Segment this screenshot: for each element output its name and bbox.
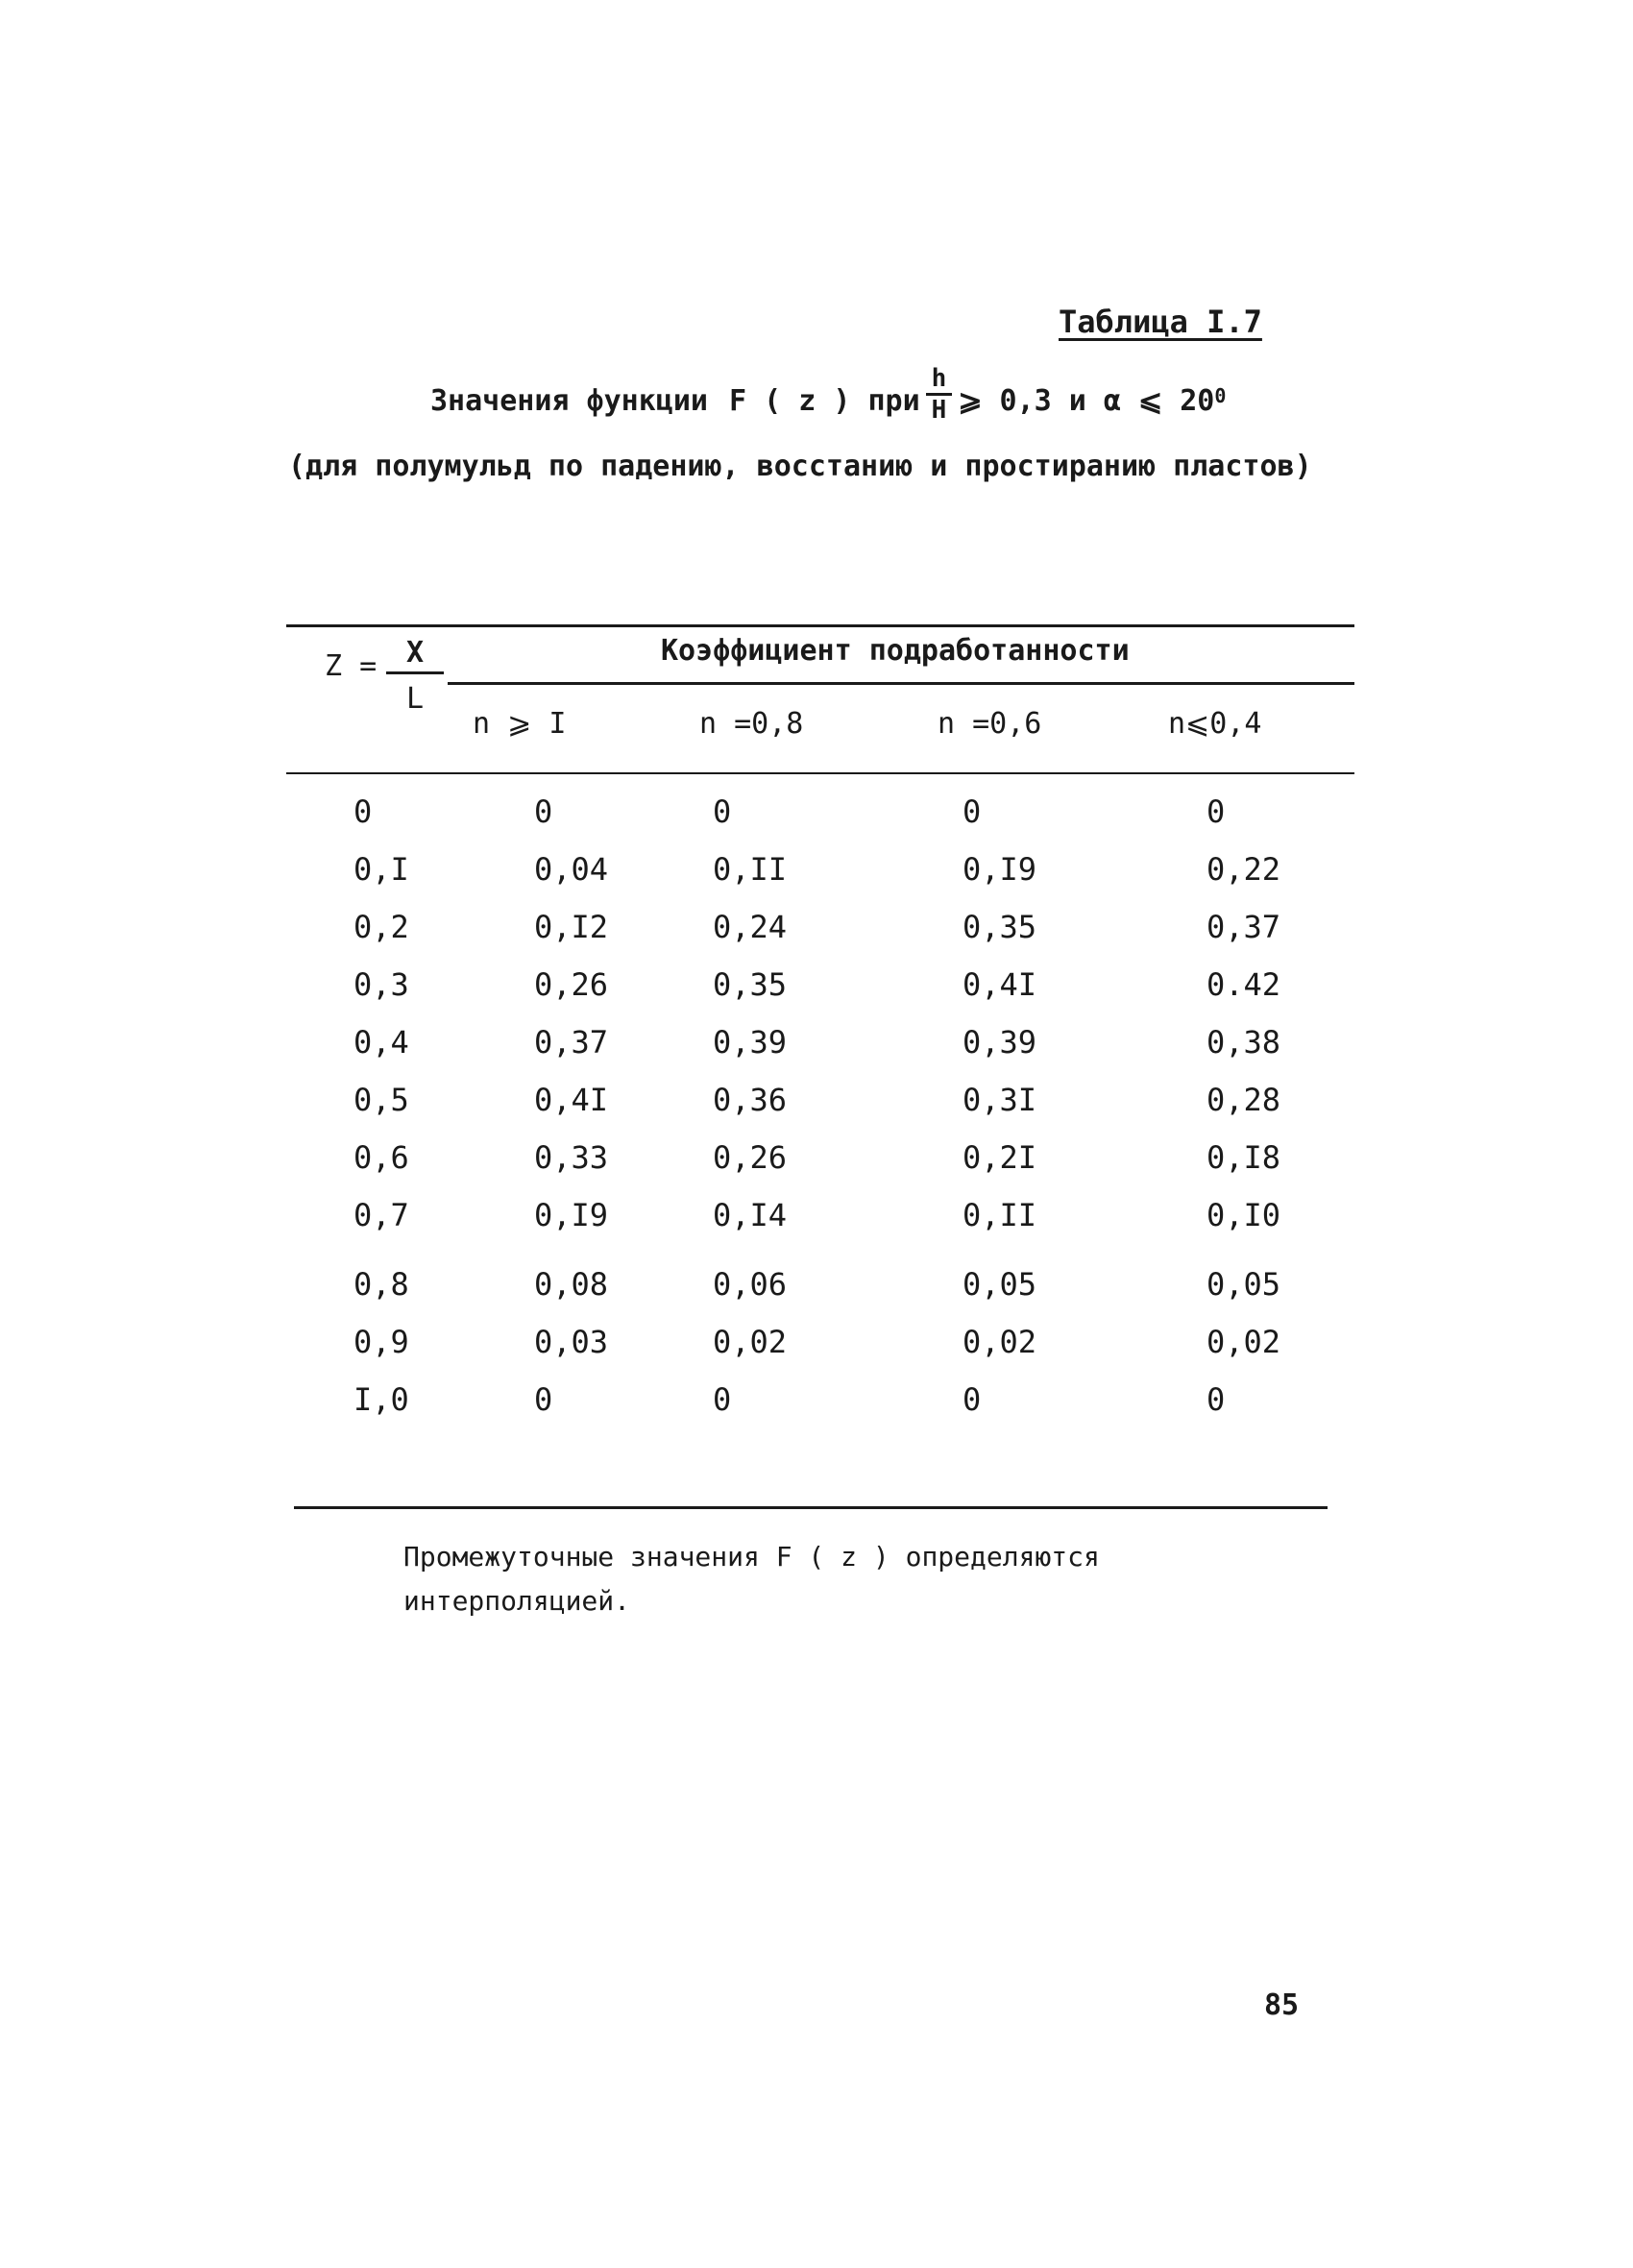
table-cell: 0,06 bbox=[713, 1266, 788, 1303]
table-cell: 0 bbox=[713, 1381, 732, 1418]
table-cell: 0,I9 bbox=[963, 851, 1037, 888]
table-cell: 0,4I bbox=[534, 1082, 609, 1118]
table-cell: 0,04 bbox=[534, 851, 609, 888]
table-cell: 0,39 bbox=[713, 1024, 788, 1061]
title-fraction-denominator: H bbox=[931, 396, 947, 425]
table-cell: 0,I4 bbox=[713, 1197, 788, 1233]
table-cell: 0,I9 bbox=[534, 1197, 609, 1233]
title-condition: ⩾ 0,3 и α ⩽ 20 bbox=[958, 384, 1215, 418]
table-cell: 0 bbox=[963, 1381, 982, 1418]
column-header: n⩽0,4 bbox=[1168, 707, 1262, 741]
title-degree: 0 bbox=[1214, 383, 1227, 407]
z-fraction-numerator: X bbox=[386, 636, 444, 674]
footnote-line2: интерполяцией. bbox=[403, 1585, 631, 1617]
table-cell: 0,3I bbox=[963, 1082, 1037, 1118]
table-cell: 0,38 bbox=[1206, 1024, 1281, 1061]
z-fraction-denominator: L bbox=[405, 682, 425, 716]
z-value-cell: 0,9 bbox=[353, 1324, 409, 1360]
title-fraction bbox=[926, 366, 953, 423]
footnote-line1: Промежуточные значения F ( z ) определяются bbox=[403, 1541, 1100, 1573]
table-cell: 0,28 bbox=[1206, 1082, 1281, 1118]
table-cell: 0,02 bbox=[1206, 1324, 1281, 1360]
table-cell: 0,37 bbox=[1206, 909, 1281, 945]
table-cell: 0,I0 bbox=[1206, 1197, 1281, 1233]
table-cell: 0,I8 bbox=[1206, 1139, 1281, 1176]
table-cell: 0,37 bbox=[534, 1024, 609, 1061]
table-cell: 0,2I bbox=[963, 1139, 1037, 1176]
title-function: F ( z ) при bbox=[728, 384, 920, 418]
table-caption: Таблица I.7 bbox=[1059, 304, 1262, 340]
table-cell: 0,22 bbox=[1206, 851, 1281, 888]
z-value-cell: 0,6 bbox=[353, 1139, 409, 1176]
z-value-cell: 0,5 bbox=[353, 1082, 409, 1118]
header-bottom-rule bbox=[286, 772, 1354, 774]
z-fraction bbox=[386, 636, 444, 716]
table-cell: 0,I2 bbox=[534, 909, 609, 945]
group-header: Коэффициент подработанности bbox=[661, 634, 1130, 668]
z-value-cell: 0,7 bbox=[353, 1197, 409, 1233]
table-cell: 0,II bbox=[713, 851, 788, 888]
table-cell: 0,26 bbox=[534, 966, 609, 1003]
column-header: n =0,8 bbox=[699, 707, 804, 741]
table-cell: 0,4I bbox=[963, 966, 1037, 1003]
table-cell: 0 bbox=[1206, 793, 1226, 830]
table-cell: 0,05 bbox=[1206, 1266, 1281, 1303]
z-value-cell: 0,8 bbox=[353, 1266, 409, 1303]
z-value-cell: 0 bbox=[353, 793, 373, 830]
z-value-cell: I,0 bbox=[353, 1381, 409, 1418]
page-number: 85 bbox=[1264, 1988, 1300, 2022]
table-title-line2: (для полумульд по падению, восстанию и простиранию пластов) bbox=[288, 450, 1312, 483]
z-value-cell: 0,4 bbox=[353, 1024, 409, 1061]
table-title-line1 bbox=[430, 364, 1227, 425]
table-cell: 0,03 bbox=[534, 1324, 609, 1360]
table-cell: 0 bbox=[1206, 1381, 1226, 1418]
column-header: n ⩾ I bbox=[473, 707, 567, 741]
z-value-cell: 0,3 bbox=[353, 966, 409, 1003]
table-cell: 0.42 bbox=[1206, 966, 1281, 1003]
table-cell: 0,05 bbox=[963, 1266, 1037, 1303]
table-cell: 0 bbox=[534, 793, 553, 830]
table-top-rule bbox=[286, 624, 1354, 627]
table-cell: 0,35 bbox=[713, 966, 788, 1003]
z-value-cell: 0,2 bbox=[353, 909, 409, 945]
title-fraction-numerator: h bbox=[926, 366, 953, 396]
table-cell: 0,II bbox=[963, 1197, 1037, 1233]
table-cell: 0 bbox=[713, 793, 732, 830]
header-under-rule bbox=[448, 682, 1354, 685]
z-value-cell: 0,I bbox=[353, 851, 409, 888]
table-cell: 0,24 bbox=[713, 909, 788, 945]
table-cell: 0,02 bbox=[963, 1324, 1037, 1360]
table-cell: 0,36 bbox=[713, 1082, 788, 1118]
table-cell: 0 bbox=[963, 793, 982, 830]
z-label: Z = bbox=[325, 649, 378, 683]
table-bottom-rule bbox=[294, 1506, 1328, 1509]
table-cell: 0,33 bbox=[534, 1139, 609, 1176]
column-header: n =0,6 bbox=[938, 707, 1042, 741]
table-cell: 0,39 bbox=[963, 1024, 1037, 1061]
table-cell: 0,35 bbox=[963, 909, 1037, 945]
title-prefix: Значения функции bbox=[430, 384, 708, 418]
table-cell: 0 bbox=[534, 1381, 553, 1418]
footnote bbox=[403, 1535, 1100, 1623]
table-cell: 0,26 bbox=[713, 1139, 788, 1176]
table-cell: 0,08 bbox=[534, 1266, 609, 1303]
table-cell: 0,02 bbox=[713, 1324, 788, 1360]
